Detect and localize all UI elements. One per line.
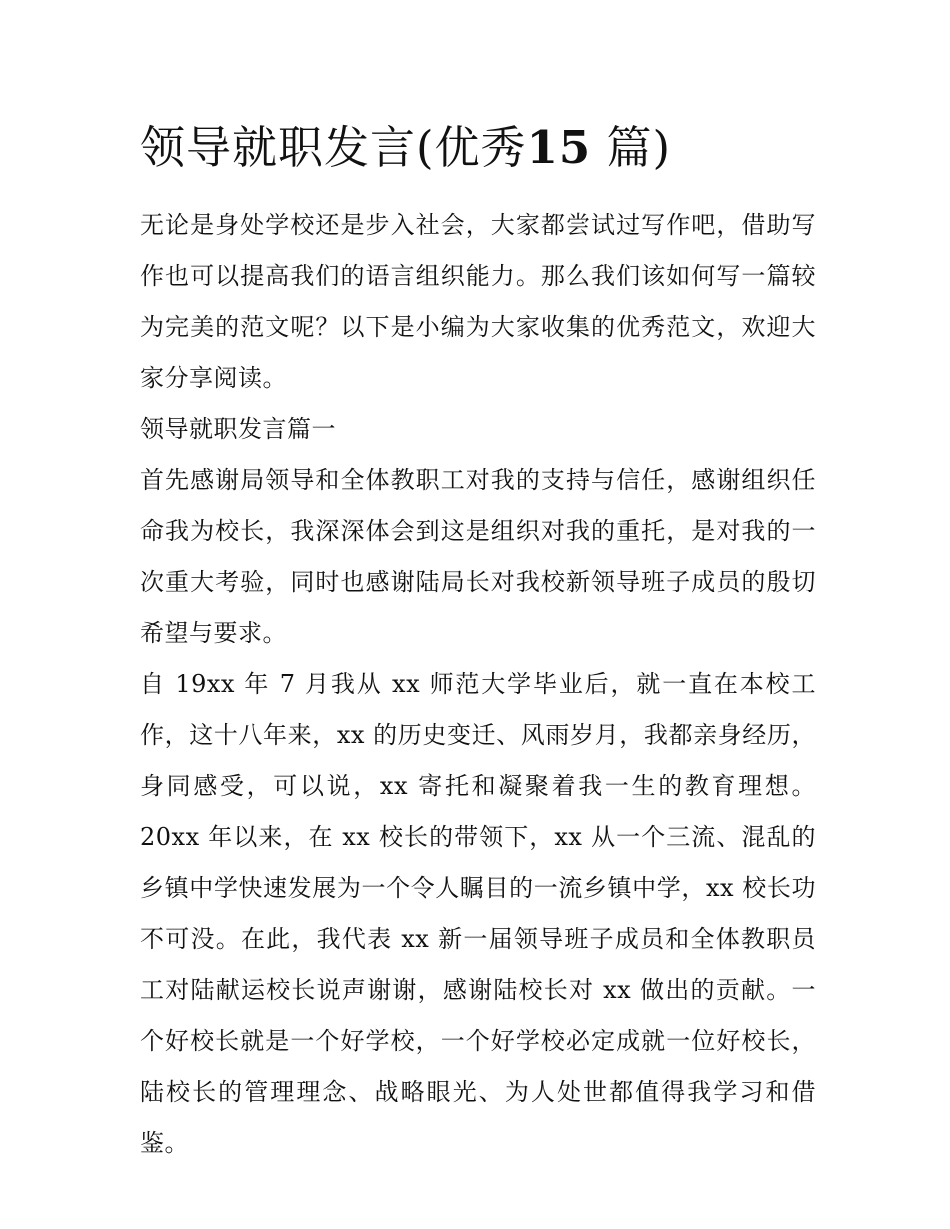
body-paragraph-2: 自 19xx 年 7 月我从 xx 师范大学毕业后，就一直在本校工作，这十八年来，xx 的历史变迁、风雨岁月，我都亲身经历，身同感受，可以说，xx 寄托和凝聚着我一生的教育理想。20xx 年以来，在 xx 校长的带领下，xx 从一个三流、混乱的乡镇中学快速发展为一个令人瞩目的一流乡镇中学，xx 校长功不可没。在此，我代表 xx 新一届领导班子成员和全体教职员工对陆献运校长说声谢谢，感谢陆校长对 xx 做出的贡献。一个好校长就是一个好学校，一个好学校必定成就一位好校长，陆校长的管理理念、战略眼光、为人处世都值得我学习和借鉴。 <box>140 670 816 1157</box>
title-suffix: 篇) <box>591 121 672 174</box>
intro-paragraph: 无论是身处学校还是步入社会，大家都尝试过写作吧，借助写作也可以提高我们的语言组织能力。那么我们该如何写一篇较为完美的范文呢？以下是小编为大家收集的优秀范文，欢迎大家分享阅读。 <box>140 211 816 392</box>
document-title <box>140 118 816 178</box>
body-paragraph-1: 首先感谢局领导和全体教职工对我的支持与信任，感谢组织任命我为校长，我深深体会到这是组织对我的重托，是对我的一次重大考验，同时也感谢陆局长对我校新领导班子成员的殷切希望与要求。 <box>140 466 816 647</box>
title-number: 15 <box>526 121 592 174</box>
document-page <box>140 118 816 1169</box>
section-heading: 领导就职发言篇一 <box>140 415 336 443</box>
title-prefix: 领导就职发言(优秀 <box>140 121 527 174</box>
